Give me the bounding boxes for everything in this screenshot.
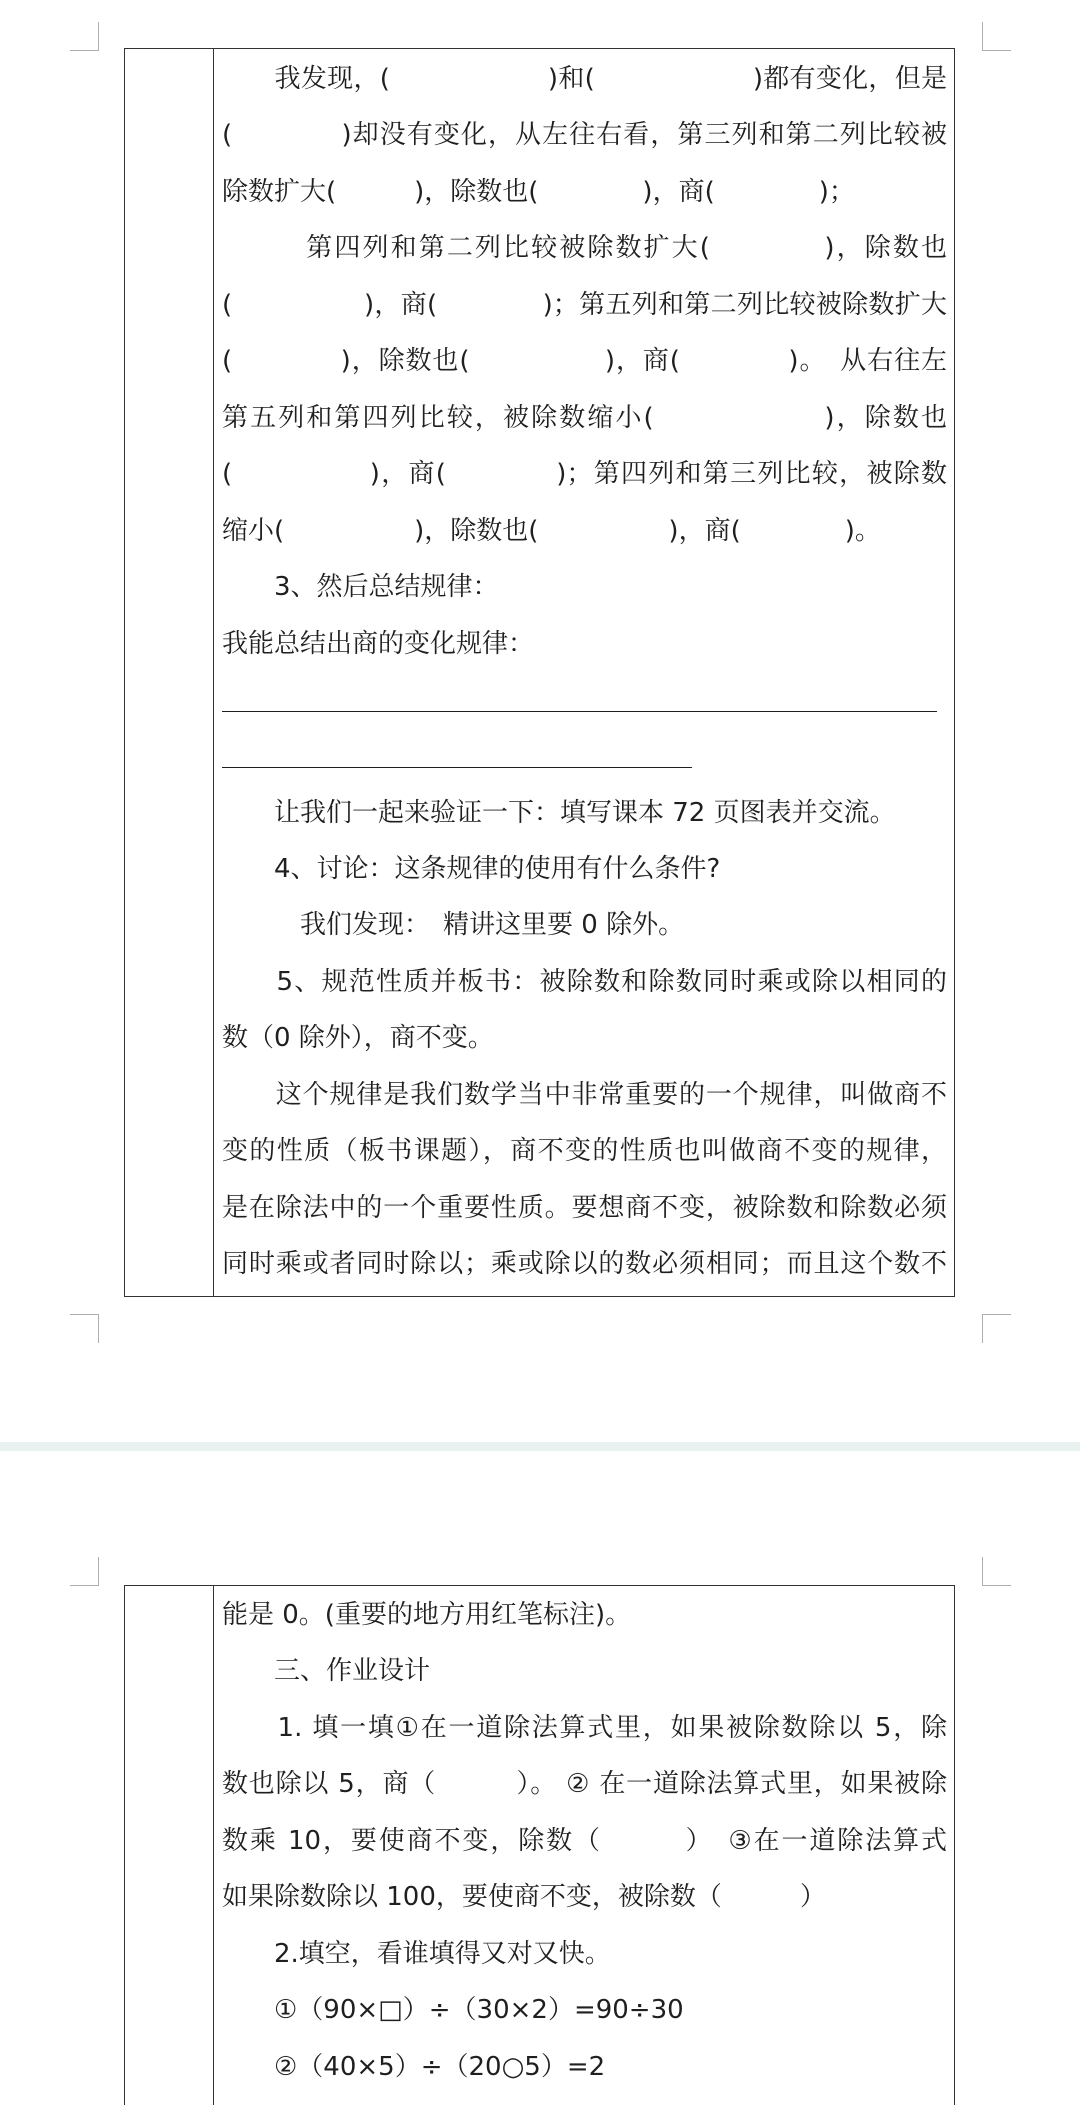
page-corner-mark <box>982 1557 1011 1586</box>
text-line: 让我们一起来验证一下：填写课本 72 页图表并交流。 <box>222 798 896 828</box>
text-line: ( )，商( )；第四列和第三列比较，被除数 <box>222 459 947 489</box>
text-line: 5、规范性质并板书：被除数和除数同时乘或除以相同的 <box>222 967 947 997</box>
text-line: 能是 0。(重要的地方用红笔标注)。 <box>222 1600 632 1630</box>
text-line: 数也除以 5，商（ ）。 ② 在一道除法算式里，如果被除 <box>222 1769 947 1799</box>
text-line: ①（90×□）÷（30×2）=90÷30 <box>222 1995 684 2025</box>
text-line: 我们发现： 精讲这里要 0 除外。 <box>222 910 685 940</box>
text-line: ②（40×5）÷（20○5）=2 <box>222 2052 606 2082</box>
text-line: 同时乘或者同时除以；乘或除以的数必须相同；而且这个数不 <box>222 1249 947 1279</box>
answer-blank-line <box>222 711 937 712</box>
text-line: 3、然后总结规律： <box>222 572 499 602</box>
text-line: ( )却没有变化，从左往右看，第三列和第二列比较被 <box>222 120 947 150</box>
text-line: 数乘 10，要使商不变，除数（ ） ③在一道除法算式 <box>222 1826 947 1856</box>
text-line: ( )，除数也( )，商( )。 从右往左 <box>222 346 947 376</box>
page-corner-mark <box>982 1314 1011 1343</box>
text-line: 数（0 除外），商不变。 <box>222 1023 494 1053</box>
text-line: 1. 填一填①在一道除法算式里，如果被除数除以 5，除 <box>222 1713 947 1743</box>
text-line: 如果除数除以 100，要使商不变，被除数（ ） <box>222 1882 826 1912</box>
text-line: 除数扩大( )，除数也( )，商( )； <box>222 177 855 207</box>
text-line: 这个规律是我们数学当中非常重要的一个规律，叫做商不 <box>222 1080 947 1110</box>
page-separator <box>0 1442 1080 1451</box>
table-column-divider <box>213 1586 214 2105</box>
text-line: 我能总结出商的变化规律： <box>222 629 535 659</box>
text-line: 三、作业设计 <box>222 1656 431 1686</box>
answer-blank-line <box>222 767 692 768</box>
page-corner-mark <box>70 22 99 51</box>
text-line: 第五列和第四列比较，被除数缩小( )，除数也 <box>222 403 947 433</box>
page-corner-mark <box>982 22 1011 51</box>
text-line: ( )，商( )；第五列和第二列比较被除数扩大 <box>222 290 947 320</box>
text-line: 缩小( )，除数也( )，商( )。 <box>222 516 881 546</box>
text-line: 第四列和第二列比较被除数扩大( )，除数也 <box>222 233 947 263</box>
text-line: 4、讨论：这条规律的使用有什么条件? <box>222 854 721 884</box>
table-column-divider <box>213 49 214 1296</box>
text-line: 变的性质（板书课题），商不变的性质也叫做商不变的规律， <box>222 1136 947 1166</box>
text-line: 我发现，( )和( )都有变化，但是 <box>222 64 947 94</box>
text-line: 2.填空，看谁填得又对又快。 <box>222 1939 611 1969</box>
text-line: 是在除法中的一个重要性质。要想商不变，被除数和除数必须 <box>222 1193 947 1223</box>
page-corner-mark <box>70 1557 99 1586</box>
page-corner-mark <box>70 1314 99 1343</box>
